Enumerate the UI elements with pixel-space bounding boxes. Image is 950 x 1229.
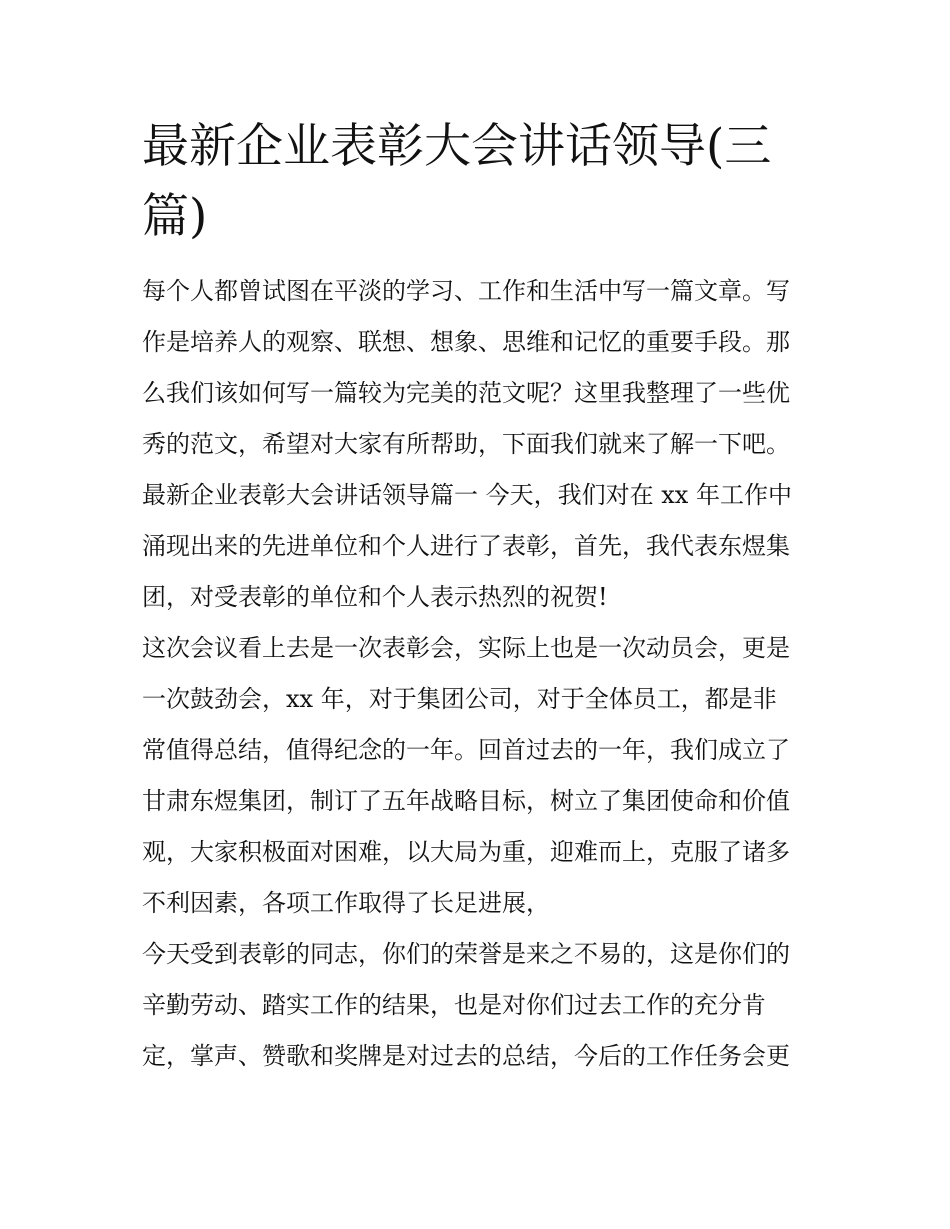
body-line: 涌现出来的先进单位和个人进行了表彰，首先，我代表东煜集 [142,532,790,560]
body-line: 这次会议看上去是一次表彰会，实际上也是一次动员会，更是 [142,634,790,662]
document-title [142,112,814,252]
body-line: 观，大家积极面对困难，以大局为重，迎难而上，克服了诸多 [142,838,790,866]
title-line: 篇) [142,189,208,244]
document-body [142,266,814,1082]
body-line: 不利因素，各项工作取得了长足进展， [142,889,550,917]
body-line: 一次鼓劲会，xx 年，对于集团公司，对于全体员工，都是非 [142,685,777,713]
body-line: 么我们该如何写一篇较为完美的范文呢？这里我整理了一些优 [142,379,790,407]
body-line: 最新企业表彰大会讲话领导篇一 今天，我们对在 xx 年工作中 [142,481,792,509]
body-line: 秀的范文，希望对大家有所帮助，下面我们就来了解一下吧。 [142,430,790,458]
body-line: 今天受到表彰的同志，你们的荣誉是来之不易的，这是你们的 [142,940,790,968]
body-line: 定，掌声、赞歌和奖牌是对过去的总结，今后的工作任务会更 [142,1042,790,1070]
document-content [142,112,814,1082]
body-line: 甘肃东煜集团，制订了五年战略目标，树立了集团使命和价值 [142,787,790,815]
body-line: 辛勤劳动、踏实工作的结果，也是对你们过去工作的充分肯 [142,991,766,1019]
body-line: 常值得总结，值得纪念的一年。回首过去的一年，我们成立了 [142,736,790,764]
body-line: 作是培养人的观察、联想、想象、思维和记忆的重要手段。那 [142,328,790,356]
title-line: 最新企业表彰大会讲话领导(三 [142,119,772,174]
body-line: 每个人都曾试图在平淡的学习、工作和生活中写一篇文章。写 [142,277,790,305]
body-line: 团，对受表彰的单位和个人表示热烈的祝贺! [142,583,608,611]
